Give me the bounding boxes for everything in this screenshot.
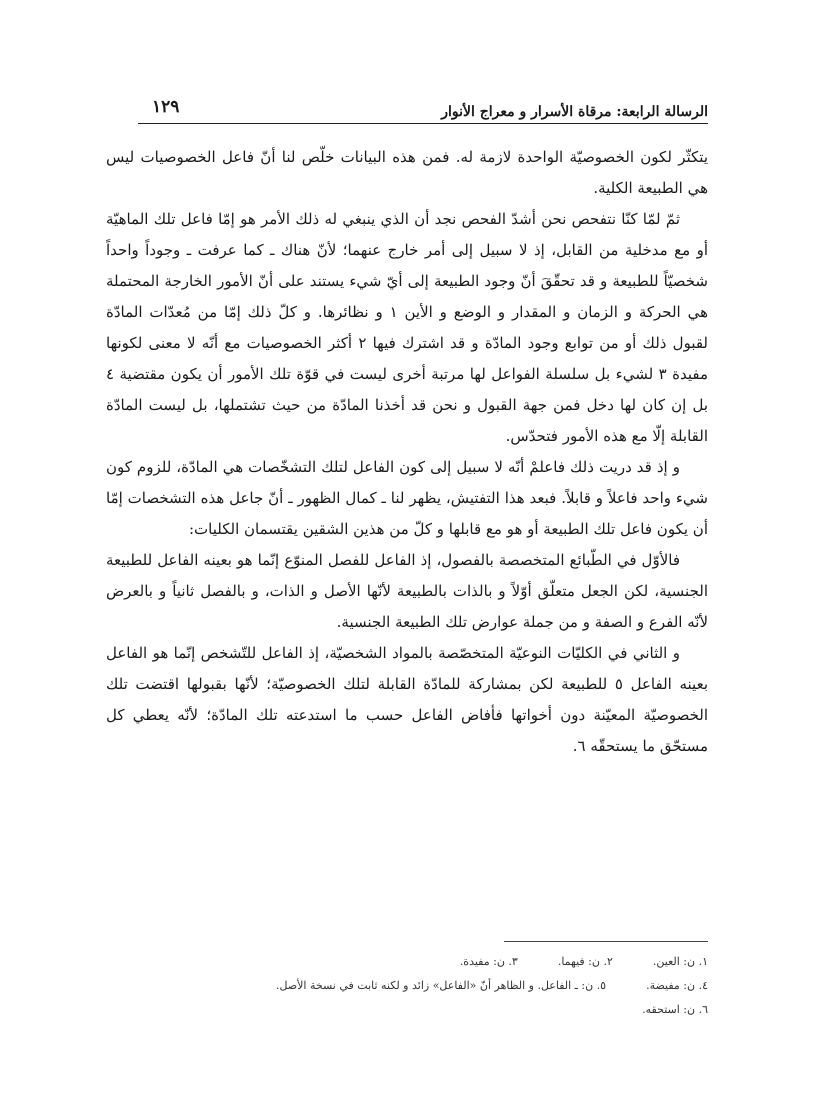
footnote-separator — [504, 941, 708, 942]
footnote: ٣. ن: مفيدة. — [459, 955, 518, 968]
page-header — [138, 92, 708, 124]
footnotes — [106, 950, 708, 1022]
footnote: ١. ن: العين. — [652, 955, 708, 968]
footnote: ٢. ن: فيهما. — [557, 955, 613, 968]
footnote: ٤. ن: مفيضة. — [646, 979, 708, 992]
paragraph: و الثاني في الكليّات النوعيّة المتخصّصة بالمواد الشخصيّة، إذ الفاعل للتّشخص إنّما هو الفاعل بعينه الفاعل ٥ للطبيعة لكن بمشاركة للمادّة القابلة لتلك الخصوصيّة؛ لأنّها بقبولها اقتضت تلك الخصوصيّة المعيّنة دون أخواتها فأفاض الفاعل حسب ما استدعته تلك المادّة؛ لأنّه يعطي كل مستحّق ما يستحقّه ٦. — [106, 644, 708, 755]
page-number: ١٢٩ — [152, 97, 180, 117]
footnote-row — [106, 974, 708, 998]
body-text — [106, 142, 708, 762]
footnote: ٦. ن: استحقه. — [642, 1003, 708, 1016]
paragraph: فالأوّل في الطّبائع المتخصصة بالفصول، إذ الفاعل للفصل المنوّع إنّما هو بعينه الفاعل للطبيعة الجنسية، لكن الجعل متعلّق أوّلاً و بالذات بالطبيعة لأنّها الأصل و الذات، و بالفصل ثانياً و بالعرض لأنّه الفرع و الصفة و من جملة عوارض تلك الطبيعة الجنسية. — [106, 551, 708, 631]
paragraph: و إذ قد دريت ذلك فاعلمْ أنّه لا سبيل إلى كون الفاعل لتلك التشخّصات هي المادّة، للزوم كون شيء واحد فاعلاً و قابلاً. فبعد هذا التفتيش، يظهر لنا ـ كمال الظهور ـ أنّ جاعل هذه التشخصات إمّا أن يكون فاعل تلك الطبيعة أو هو مع قابلها و كلّ من هذين الشقين يقتسمان الكليات: — [106, 458, 708, 538]
footnote: ٥. ن: ـ الفاعل. و الظاهر أنّ «الفاعل» زائد و لكنه ثابت في نسخة الأصل. — [275, 979, 607, 992]
running-title: الرسالة الرابعة: مرقاة الأسرار و معراج الأنوار — [441, 104, 708, 120]
footnote-row — [106, 998, 708, 1022]
paragraph: ثمّ لمّا كنّا نتفحص نحن أشدّ الفحص نجد أن الذي ينبغي له ذلك الأمر هو إمّا فاعل تلك الماهيّة أو مع مدخلية من القابل، إذ لا سبيل إلى أمر خارج عنهما؛ لأنّ هناك ـ كما عرفت ـ وجوداً واحداً شخصيّاً للطبيعة و قد تحقّقَ أنّ وجود الطبيعة إلى أيّ شيء يستند على أنّ الأمور الخارجة المحتملة هي الحركة و الزمان و المقدار و الوضع و الأين ١ و نظائرها. و كلّ ذلك إمّا من مُعدّات المادّة لقبول ذلك أو من توابع وجود المادّة و قد اشترك فيها ٢ أكثر الخصوصيات مع أنّه لا معنى لكونها مفيدة ٣ لشيء بل سلسلة الفواعل لها مرتبة أخرى ليست في قوّة تلك الأمور أن يكون مقتضية ٤ بل إن كان لها دخل فمن جهة القبول و نحن قد أخذنا المادّة من حيث تشتملها، بل ليست المادّة القابلة إلّا مع هذه الأمور فتحدّس. — [106, 210, 709, 445]
paragraph: يتكثّر لكون الخصوصيّة الواحدة لازمة له. فمن هذه البيانات خلّص لنا أنّ فاعل الخصوصيات ليس هي الطبيعة الكلية. — [106, 148, 708, 197]
footnote-row — [106, 950, 708, 974]
